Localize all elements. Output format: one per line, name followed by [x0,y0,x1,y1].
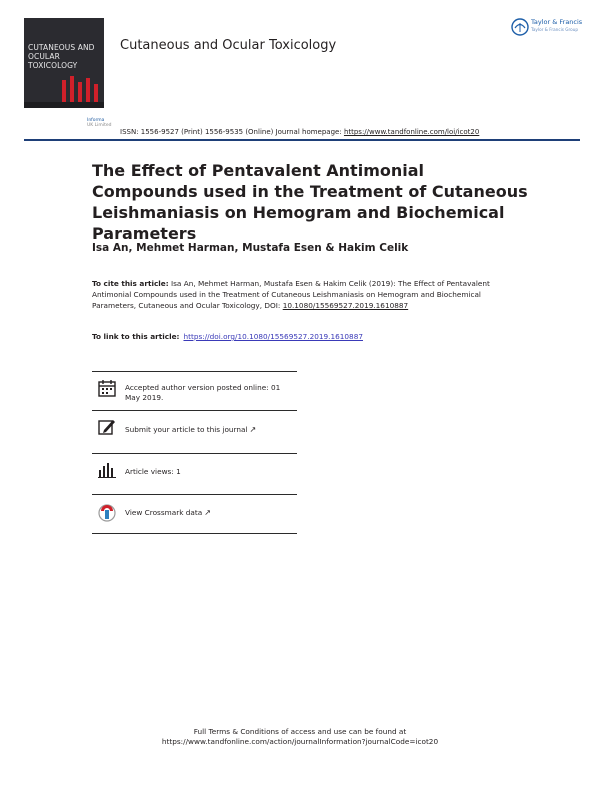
article-link-label: To link to this article: [92,332,180,341]
crossmark-row[interactable] [92,495,297,534]
footer-terms: Full Terms & Conditions of access and use can be found at [193,727,407,736]
informa-line: UK Limited [87,123,112,128]
footer-terms-url[interactable]: https://www.tandfonline.com/action/journalInformation?journalCode=icot20 [161,737,439,746]
submit-article-label: Submit your article to this journal [125,425,248,434]
external-link-icon: ↗ [204,508,211,517]
cover-strip [24,102,104,108]
accepted-date-text: Accepted author version posted online: 01 May 2019. [125,383,281,402]
article-doi-url[interactable]: https://doi.org/10.1080/15569527.2019.1610887 [183,332,363,341]
crossmark-link[interactable] [125,508,211,518]
crossmark-label: View Crossmark data [125,508,203,517]
issn-line [120,128,479,136]
publisher-logo-name: Taylor & Francis [531,18,583,26]
article-title: The Effect of Pentavalent Antimonial Compounds used in the Treatment of Cutaneous Leishmaniasis on Hemogram and Biochemical Parameters [92,161,528,243]
external-link-icon: ↗ [249,425,257,434]
accepted-date-row [92,371,297,411]
journal-homepage-link[interactable]: https://www.tandfonline.com/loi/icot20 [343,128,480,136]
citation-text: Isa An, Mehmet Harman, Mustafa Esen & Hakim Celik (2019): The Effect of Pentavalent Antimonial Compounds used in the Treatment of Cutaneous Leishmaniasis on Hemogram and Biochemical Parameters, Cutaneous and Ocular Toxicology, DOI: [92,279,490,310]
submit-article-link[interactable] [125,425,256,435]
citation-block [92,278,512,311]
submit-article-row[interactable] [92,410,297,454]
bar-chart-icon [98,462,116,478]
cover-title-line: OCULAR TOXICOLOGY [28,52,78,70]
header-divider [24,139,580,141]
cover-title-line: CUTANEOUS AND [28,43,95,52]
article-views-row [92,454,297,495]
calendar-icon [98,379,116,397]
article-views-text: Article views: 1 [125,467,181,476]
informa-logo [87,118,111,128]
citation-label: To cite this article: [92,279,169,288]
crossmark-icon [98,504,116,522]
citation-doi-link[interactable]: 10.1080/15569527.2019.1610887 [282,301,409,310]
journal-cover-image [24,18,104,108]
publisher-logo-group: Taylor & Francis Group [531,27,579,32]
informa-line: Informa [87,118,105,123]
issn-text: ISSN: 1556-9527 (Print) 1556-9535 (Online) Journal homepage: [120,128,344,136]
submit-edit-icon [98,418,116,436]
article-link-line [92,332,363,341]
cover-title [28,43,104,70]
article-authors: Isa An, Mehmet Harman, Mustafa Esen & Hakim Celik [92,242,409,254]
journal-title: Cutaneous and Ocular Toxicology [120,38,337,53]
